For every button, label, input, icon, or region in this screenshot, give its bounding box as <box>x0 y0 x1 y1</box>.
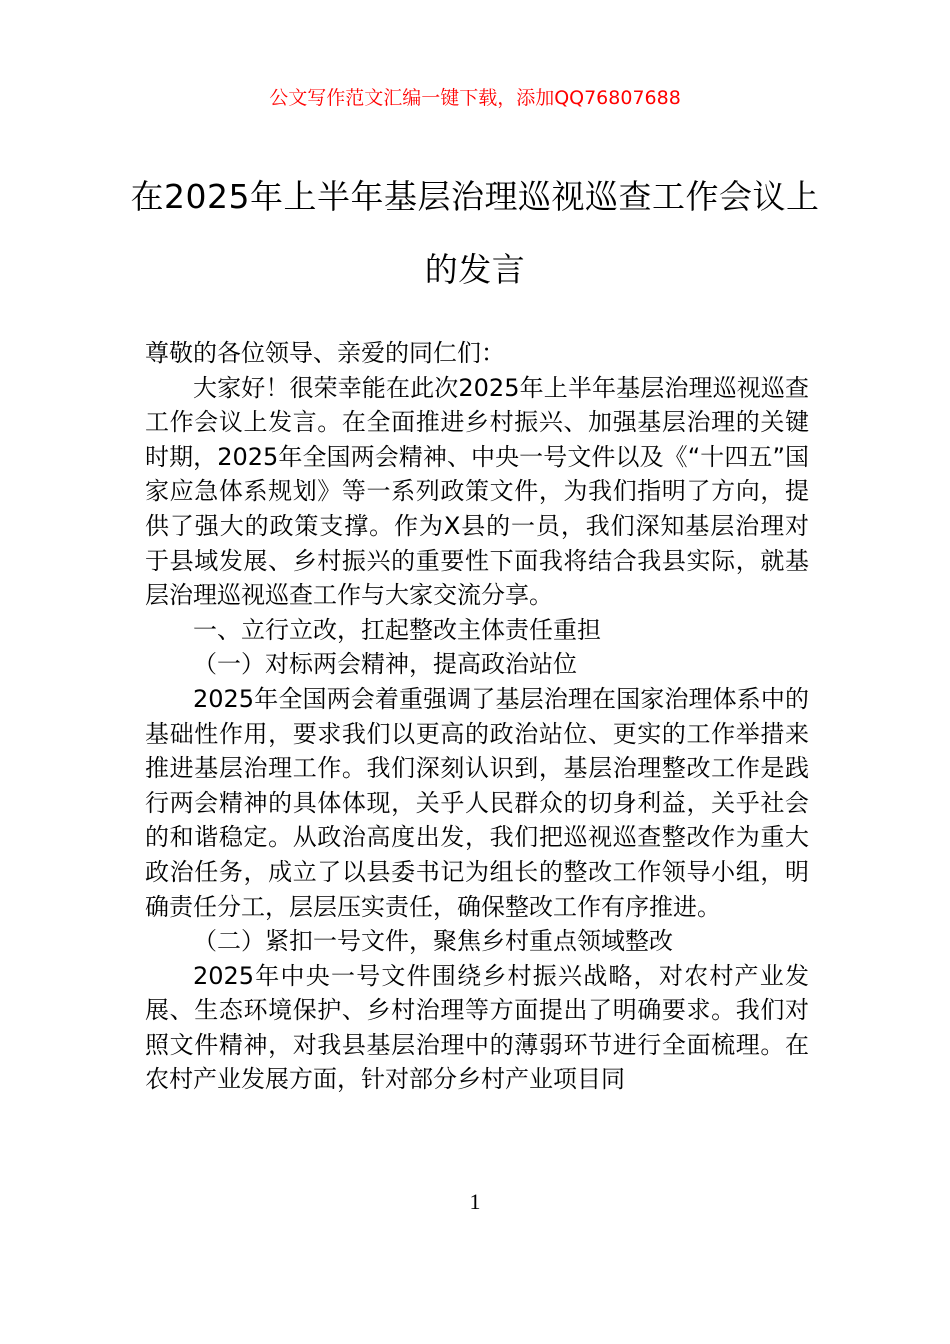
document-body <box>145 336 809 1097</box>
salutation: 尊敬的各位领导、亲爱的同仁们： <box>145 339 505 367</box>
download-promo-note: 公文写作范文汇编一键下载，添加QQ76807688 <box>269 87 681 109</box>
section-heading-1: 一、立行立改，扛起整改主体责任重担 <box>193 615 601 644</box>
subsection-heading-2: （二）紧扣一号文件，聚焦乡村重点领域整改 <box>193 927 673 956</box>
paragraph-intro: 大家好！很荣幸能在此次2025年上半年基层治理巡视巡查工作会议上发言。在全面推进乡村振兴、加强基层治理的关键时期，2025年全国两会精神、中央一号文件以及《“十四五”国家应急体系规划》等一系列政策文件，为我们指明了方向，提供了强大的政策支撑。作为X县的一员，我们深知基层治理对于县域发展、乡村振兴的重要性下面我将结合我县实际，就基层治理巡视巡查工作与大家交流分享。 <box>145 373 809 610</box>
paragraph-subsection-1: 2025年全国两会着重强调了基层治理在国家治理体系中的基础性作用，要求我们以更高的政治站位、更实的工作举措来推进基层治理工作。我们深刻认识到，基层治理整改工作是践行两会精神的具体体现，关乎人民群众的切身利益，关乎社会的和谐稳定。从政治高度出发，我们把巡视巡查整改作为重大政治任务，成立了以县委书记为组长的整改工作领导小组，明确责任分工，层层压实责任，确保整改工作有序推进。 <box>145 684 809 921</box>
page-number: 1 <box>469 1189 481 1214</box>
paragraph-subsection-2: 2025年中央一号文件围绕乡村振兴战略，对农村产业发展、生态环境保护、乡村治理等方面提出了明确要求。我们对照文件精神，对我县基层治理中的薄弱环节进行全面梳理。在农村产业发展方面，针对部分乡村产业项目同 <box>145 961 809 1094</box>
document-title: 在2025年上半年基层治理巡视巡查工作会议上的发言 <box>130 177 820 289</box>
subsection-heading-1: （一）对标两会精神，提高政治站位 <box>193 650 577 679</box>
